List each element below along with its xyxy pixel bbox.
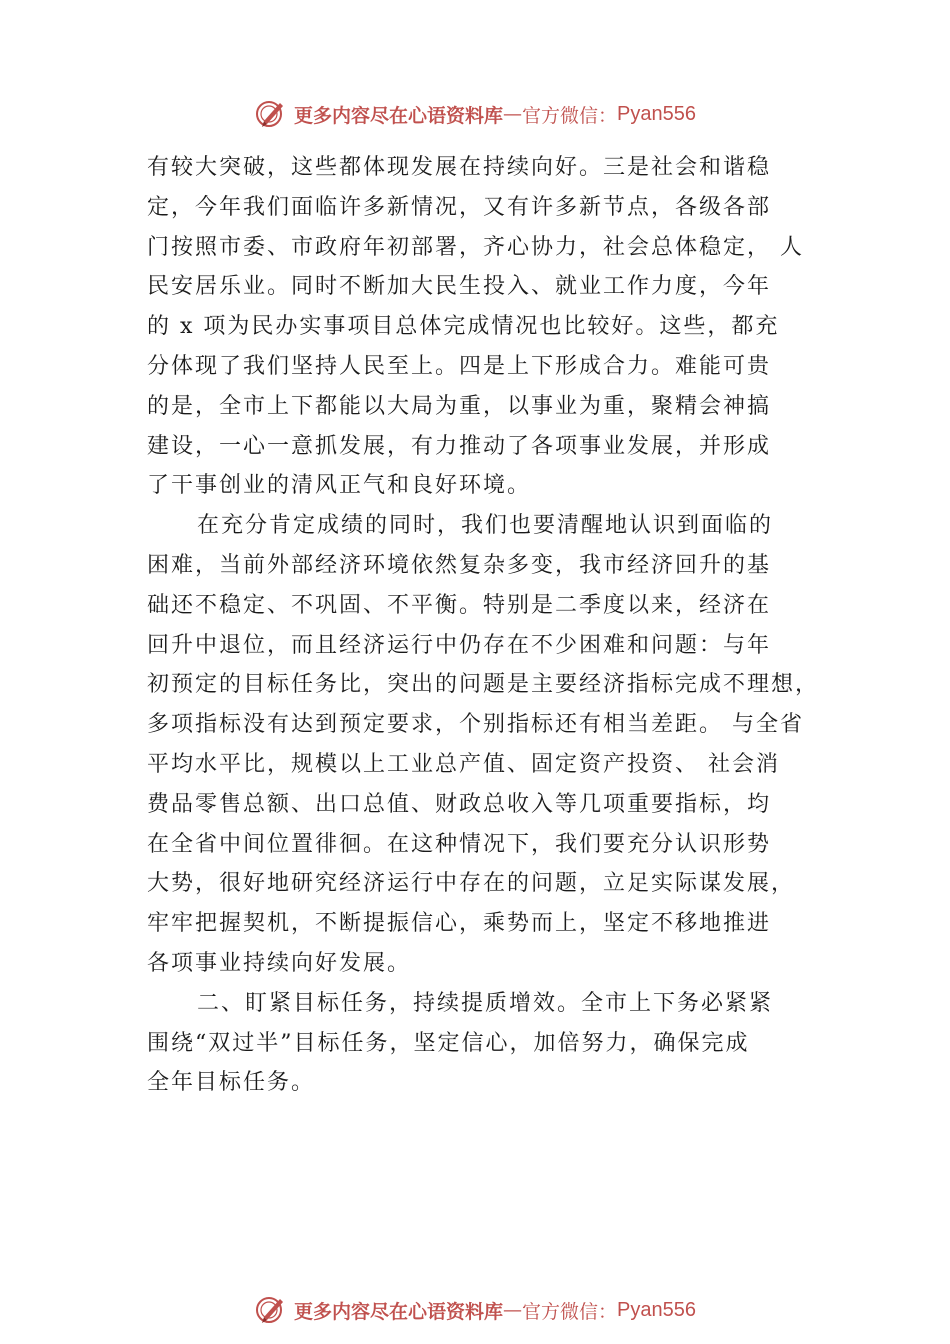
body-text-line: 建设，一心一意抓发展，有力推动了各项事业发展，并形成: [147, 433, 772, 459]
body-text-line: 有较大突破，这些都体现发展在持续向好。三是社会和谐稳: [147, 155, 772, 180]
body-text-line: 定，今年我们面临许多新情况，又有许多新节点，各级各部: [147, 194, 772, 220]
body-text-line: 分体现了我们坚持人民至上。四是上下形成合力。难能可贵: [147, 353, 772, 379]
watermark-wechat-id: Pyan556: [617, 1298, 696, 1321]
document-body: [147, 148, 837, 1103]
body-text-line: 了干事创业的清风正气和良好环境。: [147, 473, 532, 499]
body-text-line: 门按照市委、市政府年初部署，齐心协力，社会总体稳定， 人: [147, 234, 804, 260]
body-text-line: 二、盯紧目标任务，持续提质增效。全市上下务必紧紧: [197, 990, 774, 1016]
watermark-text: 更多内容尽在心语资料库: [294, 1300, 504, 1323]
body-text-line: 民安居乐业。同时不断加大民生投入、就业工作力度，今年: [147, 274, 772, 300]
body-text-line: 的 x 项为民办实事项目总体完成情况也比较好。这些，都充: [147, 314, 780, 340]
body-text-line: 各项事业持续向好发展。: [147, 950, 412, 976]
body-text-line: 回升中退位，而且经济运行中仍存在不少困难和问题：与年: [147, 632, 772, 658]
body-text-line: 围绕“双过半”目标任务，坚定信心，加倍努力，确保完成: [147, 1030, 750, 1056]
body-text-line: 平均水平比，规模以上工业总产值、固定资产投资、 社会消: [147, 751, 780, 777]
quill-pen-seal-icon: [254, 97, 288, 131]
body-text-line: 的是，全市上下都能以大局为重，以事业为重，聚精会神搞: [147, 393, 772, 419]
body-text-line: 全年目标任务。: [147, 1070, 316, 1096]
body-text-line: 在充分肯定成绩的同时，我们也要清醒地认识到面临的: [197, 513, 774, 539]
body-text-line: 困难，当前外部经济环境依然复杂多变，我市经济回升的基: [147, 552, 772, 578]
watermark-text: 更多内容尽在心语资料库: [294, 104, 504, 127]
body-text-line: 初预定的目标任务比，突出的问题是主要经济指标完成不理想，: [147, 672, 820, 698]
body-text-line: 牢牢把握契机，不断提振信心，乘势而上，坚定不移地推进: [147, 911, 772, 937]
watermark-label: 官方微信：: [522, 1300, 618, 1323]
footer-watermark: [0, 1290, 950, 1330]
body-text-line: 础还不稳定、不巩固、不平衡。特别是二季度以来，经济在: [147, 592, 772, 618]
quill-pen-seal-icon: [254, 1293, 288, 1327]
watermark-wechat-id: Pyan556: [617, 102, 696, 125]
body-text-line: 在全省中间位置徘徊。在这种情况下，我们要充分认识形势: [147, 831, 772, 857]
watermark-dash: —: [503, 103, 523, 125]
body-text-line: 费品零售总额、出口总值、财政总收入等几项重要指标，均: [147, 791, 772, 817]
watermark-dash: —: [503, 1299, 523, 1321]
body-text-line: 多项指标没有达到预定要求，个别指标还有相当差距。 与全省: [147, 712, 804, 738]
watermark-label: 官方微信：: [522, 104, 618, 127]
header-watermark: [0, 94, 950, 134]
body-text-line: 大势，很好地研究经济运行中存在的问题，立足实际谋发展，: [147, 871, 796, 897]
